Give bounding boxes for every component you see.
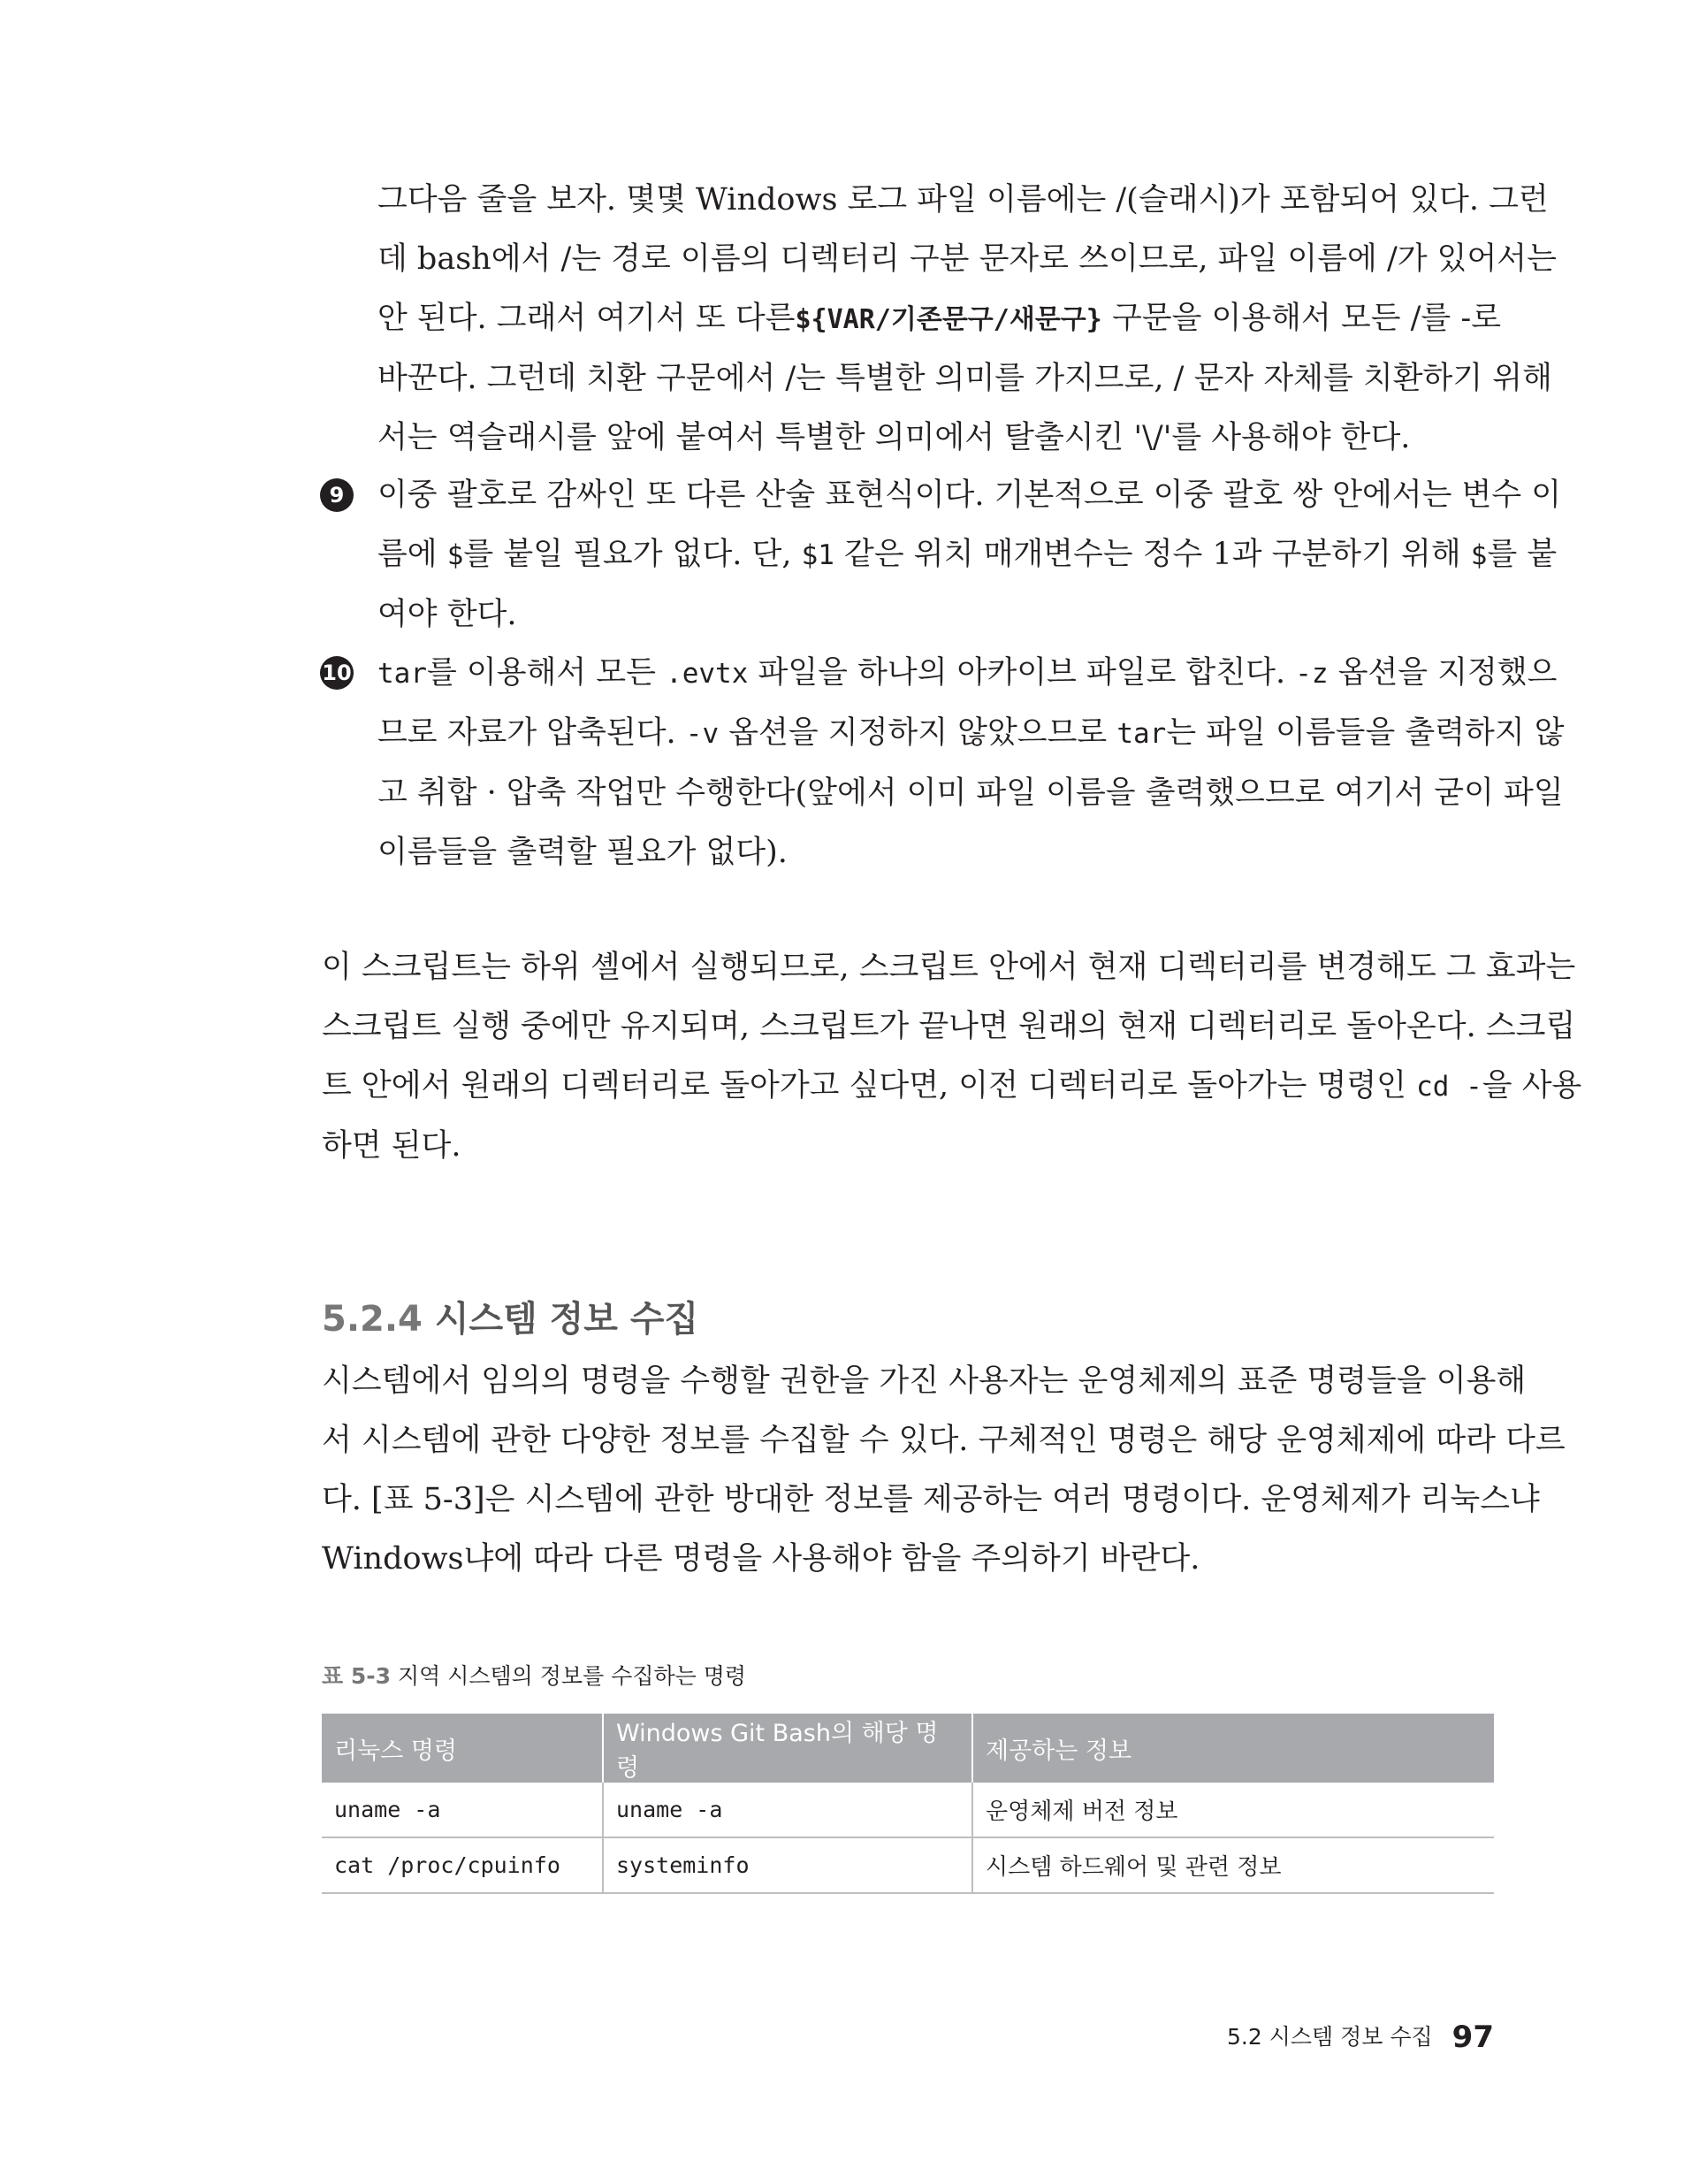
inline-code: tar xyxy=(377,658,427,690)
page-number: 97 xyxy=(1451,2020,1494,2055)
table-caption xyxy=(322,1659,746,1691)
text-line: 서는 역슬래시를 앞에 붙여서 특별한 의미에서 탈출시킨 '\/'를 사용해야 한다. xyxy=(377,420,1411,455)
inline-code: $ xyxy=(1470,539,1488,571)
inline-code: ${VAR/기존문구/새문구} xyxy=(795,304,1102,335)
header-info: 제공하는 정보 xyxy=(972,1714,1494,1783)
inline-code: $1 xyxy=(801,539,834,571)
cell-windows-command: systeminfo xyxy=(603,1837,972,1893)
section-number: 5.2.4 xyxy=(322,1299,423,1340)
cell-info: 운영체제 버전 정보 xyxy=(972,1783,1494,1837)
inline-code: cd - xyxy=(1416,1071,1482,1103)
callout-marker-10: 10 xyxy=(320,656,354,690)
inline-code: .evtx xyxy=(666,658,749,690)
text-line: 하면 된다. xyxy=(322,1128,461,1164)
text-line: 여야 한다. xyxy=(377,597,517,632)
text-line: 서 시스템에 관한 다양한 정보를 수집할 수 있다. 구체적인 명령은 해당 운영체제에 따라 다르 xyxy=(322,1423,1566,1458)
header-windows-command: Windows Git Bash의 해당 명령 xyxy=(603,1714,972,1783)
text-line: 트 안에서 원래의 디렉터리로 돌아가고 싶다면, 이전 디렉터리로 돌아가는 명령인 cd -을 사용 xyxy=(322,1068,1582,1103)
inline-code: tar xyxy=(1116,718,1167,750)
section-title: 시스템 정보 수집 xyxy=(422,1299,699,1340)
text-line: 그다음 줄을 보자. 몇몇 Windows 로그 파일 이름에는 /(슬래시)가 포함되어 있다. 그런 xyxy=(377,182,1549,218)
paragraph-subshell xyxy=(322,938,1582,1176)
paragraph-slash-explanation xyxy=(377,171,1557,468)
text-line: 이름들을 출력할 필요가 없다). xyxy=(377,835,788,870)
text-line: 므로 자료가 압축된다. -v 옵션을 지정하지 않았으므로 tar는 파일 이름들을 출력하지 않 xyxy=(377,715,1565,751)
table-caption-label: 표 5-3 xyxy=(322,1663,392,1689)
table-row xyxy=(322,1783,1494,1837)
table-caption-text: 지역 시스템의 정보를 수집하는 명령 xyxy=(391,1663,747,1689)
text-line: 데 bash에서 /는 경로 이름의 디렉터리 구분 문자로 쓰이므로, 파일 이름에 /가 있어서는 xyxy=(377,241,1557,277)
cell-windows-command: uname -a xyxy=(603,1783,972,1837)
text-line: 름에 $를 붙일 필요가 없다. 단, $1 같은 위치 매개변수는 정수 1과 구분하기 위해 $를 붙 xyxy=(377,537,1558,572)
inline-code: $ xyxy=(446,539,464,571)
inline-code: -v xyxy=(685,718,720,750)
section-heading xyxy=(322,1291,698,1341)
text-line: 스크립트 실행 중에만 유지되며, 스크립트가 끝나면 원래의 현재 디렉터리로 돌아온다. 스크립 xyxy=(322,1009,1576,1044)
text-line: 안 된다. 그래서 여기서 또 다른${VAR/기존문구/새문구} 구문을 이용해서 모든 /를 -로 xyxy=(377,301,1502,336)
text-line: 이중 괄호로 감싸인 또 다른 산술 표현식이다. 기본적으로 이중 괄호 쌍 안에서는 변수 이 xyxy=(377,477,1562,513)
commands-table xyxy=(322,1714,1494,1894)
callout-marker-9: 9 xyxy=(320,478,354,512)
text-line: Windows냐에 따라 다른 명령을 사용해야 함을 주의하기 바란다. xyxy=(322,1541,1200,1577)
header-linux-command: 리눅스 명령 xyxy=(322,1714,603,1783)
inline-code: -z xyxy=(1295,658,1329,690)
text-line: 고 취합 · 압축 작업만 수행한다(앞에서 이미 파일 이름을 출력했으므로 여기서 굳이 파일 xyxy=(377,775,1564,811)
text-line: 시스템에서 임의의 명령을 수행할 권한을 가진 사용자는 운영체제의 표준 명령들을 이용해 xyxy=(322,1363,1527,1399)
text-line: tar를 이용해서 모든 .evtx 파일을 하나의 아카이브 파일로 합친다. -z 옵션을 지정했으 xyxy=(377,655,1558,691)
text-line: 바꾼다. 그런데 치환 구문에서 /는 특별한 의미를 가지므로, / 문자 자체를 치환하기 위해 xyxy=(377,361,1552,396)
cell-info: 시스템 하드웨어 및 관련 정보 xyxy=(972,1837,1494,1893)
paragraph-system-info xyxy=(322,1352,1566,1589)
text-line: 이 스크립트는 하위 셸에서 실행되므로, 스크립트 안에서 현재 디렉터리를 변경해도 그 효과는 xyxy=(322,950,1576,985)
table-row xyxy=(322,1837,1494,1893)
table-header-row xyxy=(322,1714,1494,1783)
cell-linux-command: uname -a xyxy=(322,1783,603,1837)
cell-linux-command: cat /proc/cpuinfo xyxy=(322,1837,603,1893)
paragraph-note-9 xyxy=(377,466,1562,645)
text-line: 다. [표 5-3]은 시스템에 관한 방대한 정보를 제공하는 여러 명령이다. 운영체제가 리눅스냐 xyxy=(322,1482,1540,1517)
paragraph-note-10 xyxy=(377,644,1565,882)
page-footer xyxy=(1227,2020,1494,2055)
footer-section: 5.2 시스템 정보 수집 xyxy=(1227,2024,1433,2050)
